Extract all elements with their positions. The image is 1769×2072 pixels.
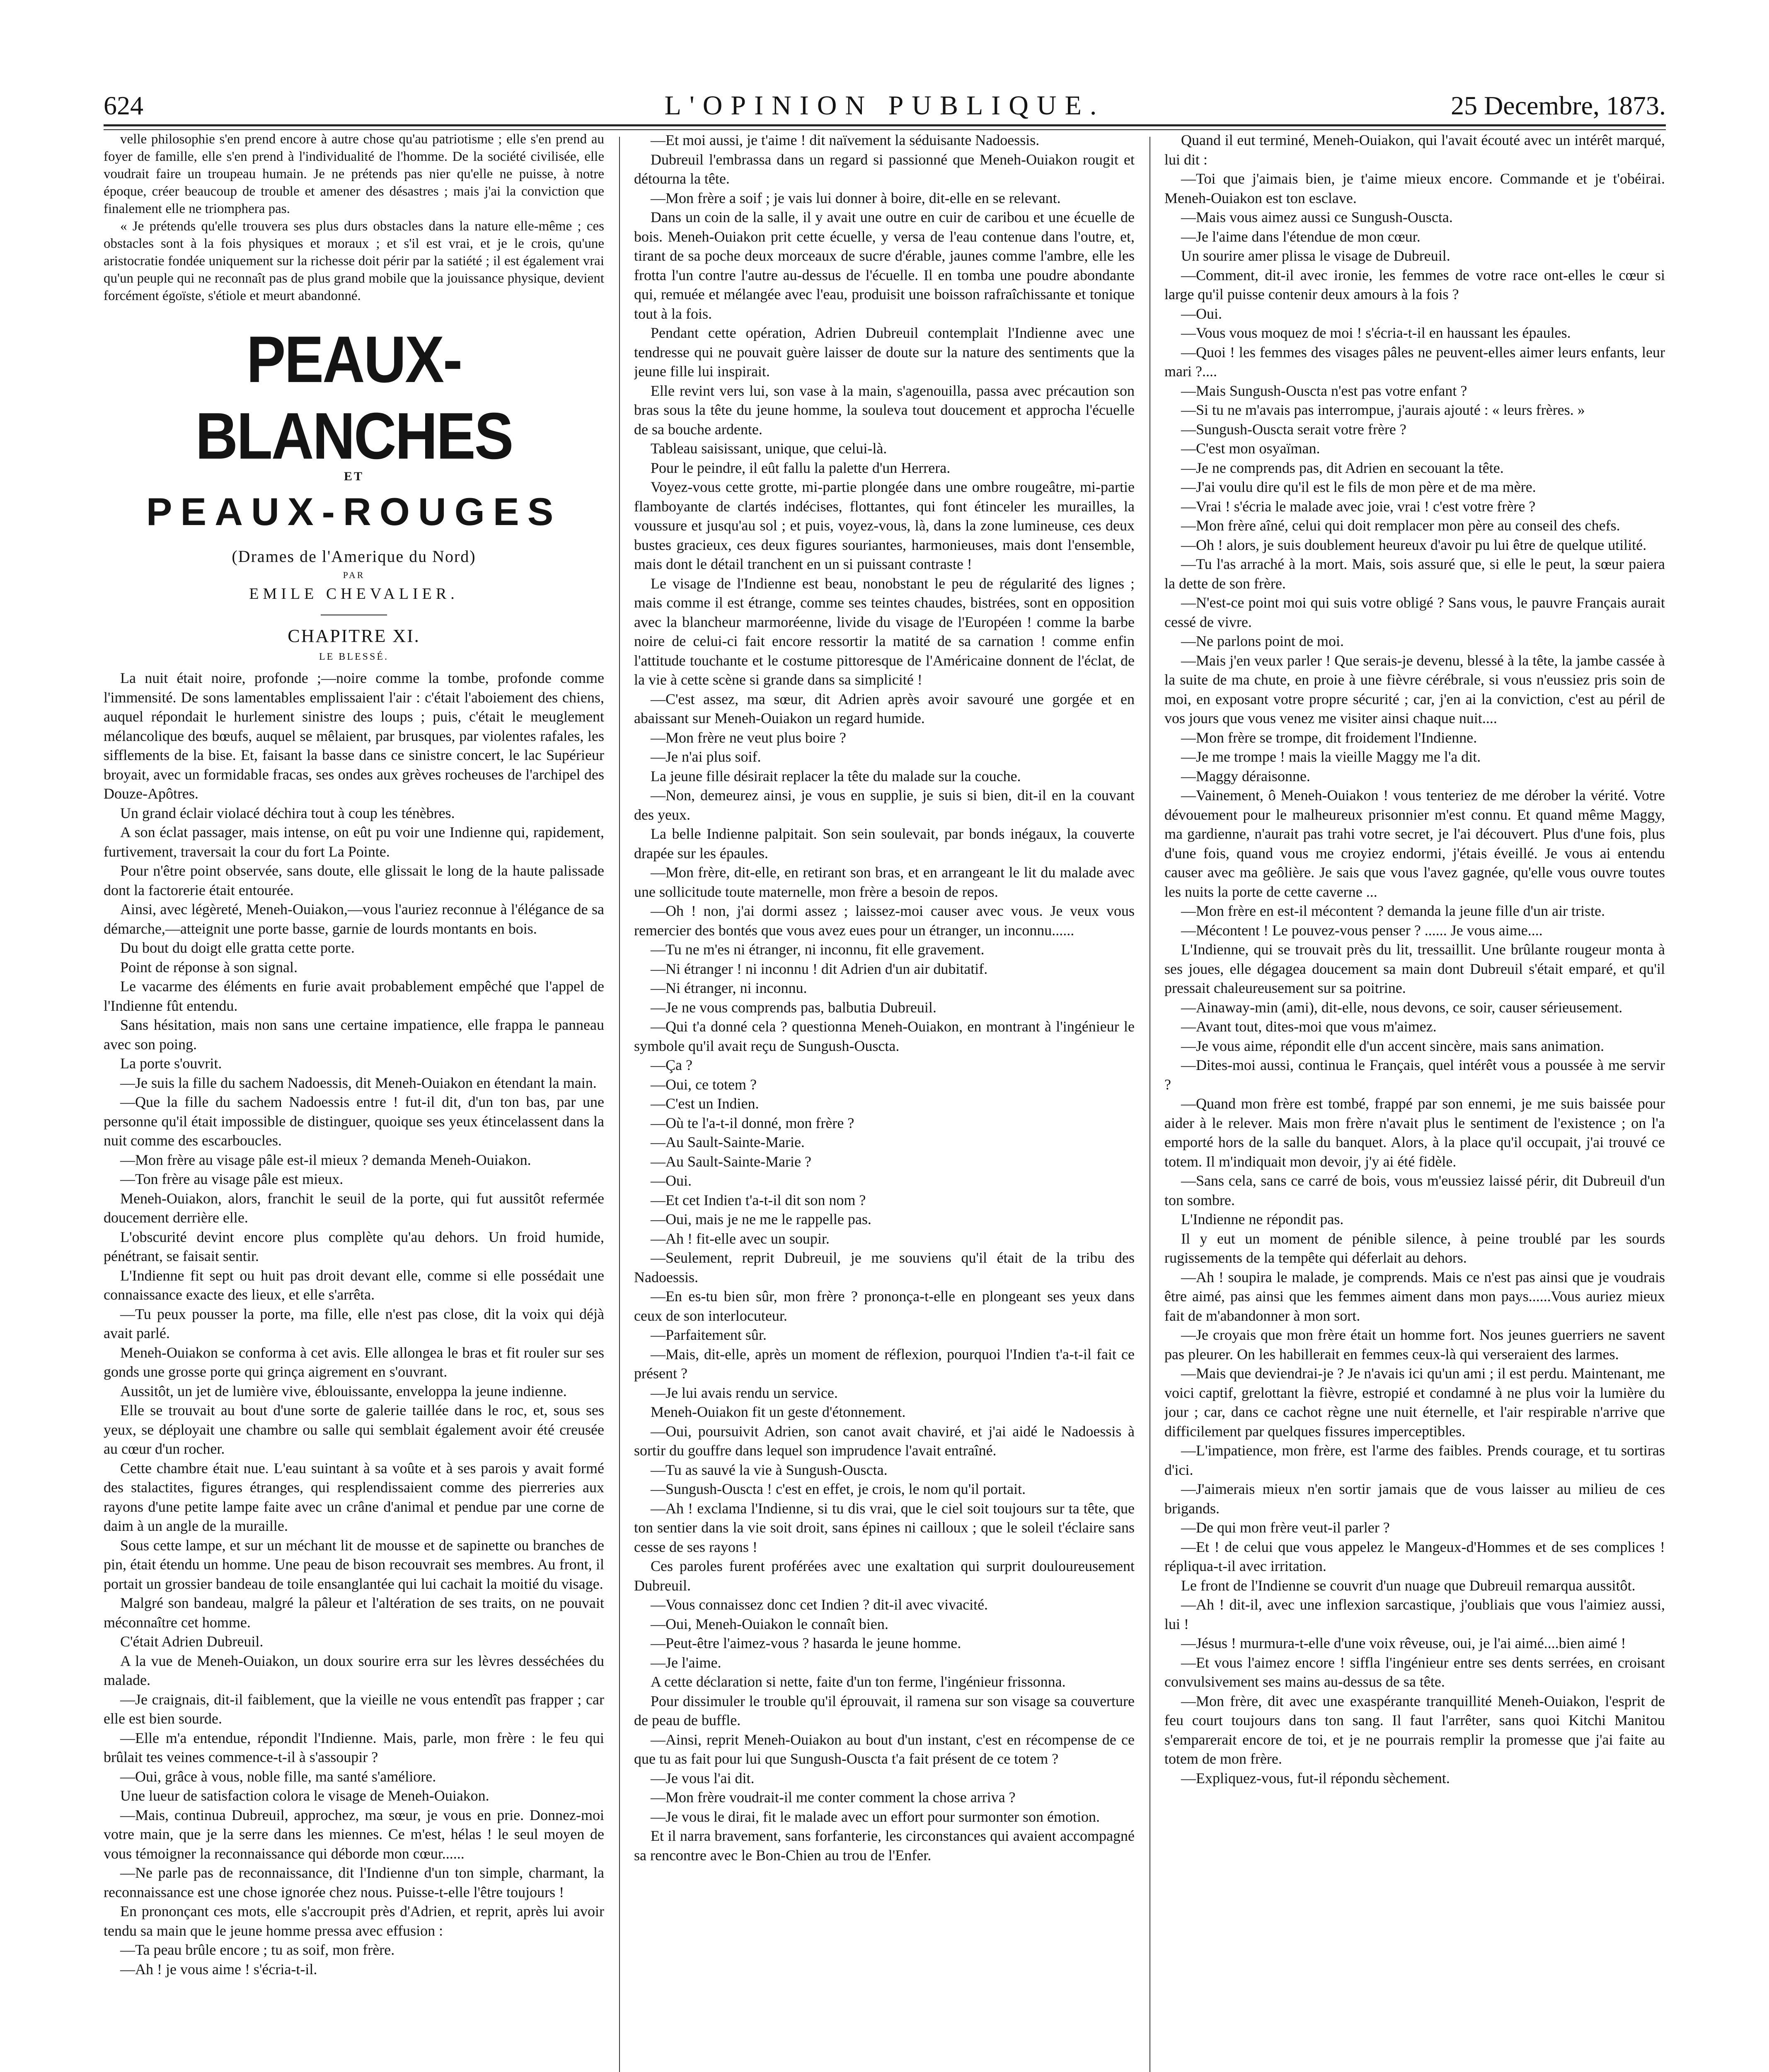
article-paragraph: Pour le peindre, il eût fallu la palette d'un Herrera.: [651, 459, 951, 476]
article-paragraph: —Non, demeurez ainsi, je vous en supplie, je suis si bien, dit-il en la couvant des yeux.: [634, 787, 1135, 823]
intro-text: [104, 131, 604, 305]
article-paragraph: —Vous vous moquez de moi ! s'écria-t-il en haussant les épaules.: [1181, 324, 1571, 341]
article-paragraph: Le vacarme des éléments en furie avait probablement empêché que l'appel de l'Indienne fût entendu.: [104, 978, 604, 1014]
article-paragraph: —Ah ! soupira le malade, je comprends. Mais ce n'est pas ainsi que je voudrais être aimé, pas ainsi que les femmes aiment dans mon pays......Vous auriez mieux fait de m'abandonner à mon sort.: [1164, 1268, 1665, 1324]
article-paragraph: —Oh ! non, j'ai dormi assez ; laissez-moi causer avec vous. Je veux vous remercier des bontés que vous avez eues pour un étranger, un inconnu......: [634, 903, 1135, 939]
article-paragraph: Pour n'être point observée, sans doute, elle glissait le long de la haute palissade dont la factorerie était entourée.: [104, 862, 604, 898]
article-paragraph: —Tu peux pousser la porte, ma fille, elle n'est pas close, dit la voix qui déjà avait parlé.: [104, 1305, 604, 1341]
article-paragraph: Cette chambre était nue. L'eau suintant à sa voûte et à ses parois y avait formé des stalactites, figures étranges, qui resplendissaient comme des pierreries aux rayons d'une petite lampe faite avec un crâne d'animal et pendue par une corne de daim à un angle de la muraille.: [104, 1460, 604, 1534]
article-paragraph: Point de réponse à son signal.: [120, 959, 298, 975]
article-paragraph: —Toi que j'aimais bien, je t'aime mieux encore. Commande et je t'obéirai. Meneh-Ouiakon est ton esclave.: [1164, 170, 1665, 206]
article-paragraph: —Oui, mais je ne me le rappelle pas.: [651, 1211, 871, 1227]
article-paragraph: —Oui.: [1181, 305, 1222, 322]
article-paragraph: —Mon frère se trompe, dit froidement l'Indienne.: [1181, 729, 1477, 746]
article-paragraph: —Comment, dit-il avec ironie, les femmes de votre race ont-elles le cœur si large qu'il puisse contenir deux amours à la fois ?: [1164, 266, 1665, 303]
article-paragraph: —Tu l'as arraché à la mort. Mais, sois assuré que, si elle le peut, la sœur paiera la dette de son frère.: [1164, 556, 1665, 592]
article-paragraph: —Mais j'en veux parler ! Que serais-je devenu, blessé à la tête, la jambe cassée à la suite de ma chute, en proie à une fièvre cérébrale, si vous n'eussiez pris soin de moi, en exposant votre propre sécurité ; car, j'en ai la conviction, c'est au péril de vos jours que vous venez me visiter ainsi chaque nuit....: [1164, 652, 1665, 726]
article-paragraph: —Expliquez-vous, fut-il répondu sèchement.: [1181, 1769, 1450, 1786]
article-paragraph: Voyez-vous cette grotte, mi-partie plongée dans une ombre rougeâtre, mi-partie flamboyante de clartés indécises, flottantes, qui font étinceler les murailles, la voussure et jusqu'au sol ; et puis, voyez-vous, là, dans la zone lumineuse, ces deux bustes gracieux, ces deux figures souriantes, harmonieuses, mais dont l'ensemble, mais dont le détail tranchent en un si puissant contraste !: [634, 479, 1135, 572]
article-paragraph: —Mon frère, dit avec une exaspérante tranquillité Meneh-Ouiakon, l'esprit de feu court toujours dans ton sang. Il faut l'arrêter, sans quoi Kitchi Manitou s'emparerait encore de toi, et je ne pourrais remplir la promesse que j'ai faite au totem de mon frère.: [1164, 1692, 1665, 1767]
article-paragraph: Dans un coin de la salle, il y avait une outre en cuir de caribou et une écuelle de bois. Meneh-Ouiakon prit cette écuelle, y versa de l'eau contenue dans l'outre, et, tirant de sa poche deux morceaux de sucre d'érable, jaunes comme l'ambre, elle les frotta l'un contre l'autre au-dessus de l'écuelle. Il en tomba une poudre abondante qui, remuée et mélangée avec l'eau, produisit une boisson rafraîchissante et tonique tout à la fois.: [634, 209, 1135, 322]
article-paragraph: Quand il eut terminé, Meneh-Ouiakon, qui l'avait écouté avec un intérêt marqué, lui dit :: [1164, 132, 1665, 168]
article-paragraph: Il y eut un moment de pénible silence, à peine troublé par les sourds rugissements de la tempête qui déferlait au dehors.: [1164, 1230, 1665, 1266]
article-paragraph: Un sourire amer plissa le visage de Dubreuil.: [1181, 247, 1450, 264]
article-paragraph: —Vous connaissez donc cet Indien ? dit-il avec vivacité.: [651, 1596, 988, 1613]
article-paragraph: —Quoi ! les femmes des visages pâles ne peuvent-elles aimer leurs enfants, leur mari ?....: [1164, 344, 1665, 380]
article-paragraph: —Oui, Meneh-Ouiakon le connaît bien.: [651, 1615, 888, 1632]
column-divider: [1149, 137, 1150, 2072]
article-paragraph: Meneh-Ouiakon se conforma à cet avis. Elle allongea le bras et fit rouler sur ses gonds une grosse porte qui grinça aigrement en s'ouvrant.: [104, 1344, 604, 1380]
article-paragraph: —Vainement, ô Meneh-Ouiakon ! vous tenteriez de me dérober la vérité. Votre dévouement pour le malheureux prisonnier m'est connu. Et quand même Maggy, ma gardienne, n'aurait pas trahi votre secret, je l'ai découvert. Plus d'une fois, plus d'une fois, quand vous me croyiez endormi, j'étais éveillé. Je vous ai entendu causer avec ma geôlière. Je sais que vous l'avez gagnée, qu'elle vous ouvre toutes les nuits la porte de cette caverne ...: [1164, 787, 1665, 900]
serial-title-bottom: PEAUX-ROUGES: [146, 490, 562, 533]
article-paragraph: —Avant tout, dites-moi que vous m'aimez.: [1181, 1018, 1437, 1035]
article-paragraph: —De qui mon frère veut-il parler ?: [1181, 1519, 1390, 1536]
article-paragraph: —Sungush-Ouscta ! c'est en effet, je crois, le nom qu'il portait.: [651, 1481, 1026, 1497]
article-paragraph: —Parfaitement sûr.: [651, 1326, 767, 1343]
article-paragraph: —Dites-moi aussi, continua le Français, quel intérêt vous a poussée à me servir ?: [1164, 1057, 1665, 1093]
article-paragraph: —Jésus ! murmura-t-elle d'une voix rêveuse, oui, je l'ai aimé....bien aimé !: [1181, 1635, 1626, 1651]
article-paragraph: La porte s'ouvrit.: [120, 1055, 222, 1072]
article-paragraph: Elle se trouvait au bout d'une sorte de galerie taillée dans le roc, et, sous ses yeux, se déployait une chambre ou salle qui semblait également avoir été creusée au cœur d'un rocher.: [104, 1402, 604, 1457]
article-paragraph: —Mon frère aîné, celui qui doit remplacer mon père au conseil des chefs.: [1181, 517, 1620, 534]
article-paragraph: Ainsi, avec légèreté, Meneh-Ouiakon,—vous l'auriez reconnue à l'élégance de sa démarche,—atteignit une porte basse, garnie de lourds montants en bois.: [104, 901, 604, 937]
issue-date: 25 Decembre, 1873.: [1451, 91, 1666, 120]
article-paragraph: Sans hésitation, mais non sans une certaine impatience, elle frappa le panneau avec son poing.: [104, 1017, 604, 1053]
byline-par: PAR: [343, 570, 365, 580]
article-paragraph: —Et vous l'aimez encore ! siffla l'ingénieur entre ses dents serrées, en croisant convulsivement ses mains au-dessus de sa tête.: [1164, 1654, 1665, 1690]
article-paragraph: —Ah ! je vous aime ! s'écria-t-il.: [120, 1961, 317, 1978]
article-paragraph: —Tu as sauvé la vie à Sungush-Ouscta.: [651, 1461, 888, 1478]
column-3: [1164, 131, 1665, 2072]
article-paragraph: —Je vous l'ai dit.: [651, 1769, 755, 1786]
article-paragraph: —Je ne comprends pas, dit Adrien en secouant la tête.: [1181, 459, 1504, 476]
article-paragraph: —Mécontent ! Le pouvez-vous penser ? ...... Je vous aime....: [1181, 922, 1543, 939]
article-paragraph: « Je prétends qu'elle trouvera ses plus durs obstacles dans la nature elle-même ; ces obstacles sont à la fois physiques et moraux ; et s'il est vrai, et je le crois, qu'une aristocratie fondée uniquement sur la richesse doit périr par la satiété ; il est également vrai qu'un peuple qui ne reconnaît pas de plus grand mobile que la jouissance physique, devient forcément égoïste, s'étiole et meurt abandonné.: [104, 219, 604, 303]
article-paragraph: —Que la fille du sachem Nadoessis entre ! fut-il dit, d'un ton bas, par une personne qu'il était impossible de distinguer, quoique ses yeux étincelassent dans la nuit comme des escarboucles.: [104, 1094, 604, 1149]
article-paragraph: —Mon frère a soif ; je vais lui donner à boire, dit-elle en se relevant.: [651, 189, 1061, 206]
article-paragraph: La nuit était noire, profonde ;—noire comme la tombe, profonde comme l'immensité. De sons lamentables emplissaient l'air : c'était l'aboiement des chiens, auquel répondait le hurlement sinistre des loups ; puis, c'était le meuglement mélancolique des bœufs, auquel se mêlaient, par brusques, par violentes rafales, les sifflements de la bise. Et, faisant la basse dans ce sinistre concert, le lac Supérieur broyait, avec un formidable fracas, ses ondes aux grèves rocheuses de l'archipel des Douze-Apôtres.: [104, 670, 604, 802]
article-paragraph: —Ah ! fit-elle avec un soupir.: [651, 1230, 830, 1247]
header-rule-thin: [104, 129, 1666, 130]
article-paragraph: —Tu ne m'es ni étranger, ni inconnu, fit elle gravement.: [651, 941, 985, 958]
article-paragraph: Du bout du doigt elle gratta cette porte.: [120, 939, 355, 956]
article-paragraph: —Ah ! dit-il, avec une inflexion sarcastique, j'oubliais que vous l'aimiez aussi, lui !: [1164, 1596, 1665, 1632]
article-paragraph: L'Indienne, qui se trouvait près du lit, tressaillit. Une brûlante rougeur monta à ses joues, elle dégagea doucement sa main dont Dubreuil s'était emparé, et qu'il pressait chaleureusement sur sa poitrine.: [1164, 941, 1665, 996]
article-paragraph: —Ta peau brûle encore ; tu as soif, mon frère.: [120, 1941, 395, 1958]
article-paragraph: —Mon frère, dit-elle, en retirant son bras, et en arrangeant le lit du malade avec une sollicitude toute maternelle, mon frère a besoin de repos.: [634, 864, 1135, 900]
author-name: EMILE CHEVALIER.: [249, 585, 459, 603]
journal-title: L'OPINION PUBLIQUE.: [664, 90, 1105, 121]
serial-masthead: [104, 322, 604, 665]
article-paragraph: —Ne parle pas de reconnaissance, dit l'Indienne d'un ton simple, charmant, la reconnaissance est une chose ignorée chez nous. Puisse-t-elle l'être toujours !: [104, 1864, 604, 1900]
article-paragraph: A cette déclaration si nette, faite d'un ton ferme, l'ingénieur frissonna.: [651, 1673, 1066, 1690]
article-paragraph: —Oui, ce totem ?: [651, 1076, 757, 1093]
article-paragraph: —Et cet Indien t'a-t-il dit son nom ?: [651, 1191, 866, 1208]
article-paragraph: —Je l'aime.: [651, 1654, 721, 1671]
article-paragraph: L'Indienne fit sept ou huit pas droit devant elle, comme si elle possédait une connaissance exacte des lieux, et elle s'arrêta.: [104, 1267, 604, 1303]
article-paragraph: —En es-tu bien sûr, mon frère ? prononça-t-elle en plongeant ses yeux dans ceux de son interlocuteur.: [634, 1288, 1135, 1324]
article-paragraph: —Mon frère ne veut plus boire ?: [651, 729, 846, 746]
article-paragraph: —Seulement, reprit Dubreuil, je me souviens qu'il était de la tribu des Nadoessis.: [634, 1249, 1135, 1285]
article-paragraph: L'Indienne ne répondit pas.: [1181, 1211, 1344, 1227]
article-paragraph: Meneh-Ouiakon fit un geste d'étonnement.: [651, 1404, 906, 1420]
article-paragraph: Malgré son bandeau, malgré la pâleur et l'altération de ses traits, on ne pouvait méconnaître cet homme.: [104, 1595, 604, 1631]
article-paragraph: velle philosophie s'en prend encore à autre chose qu'au patriotisme ; elle s'en prend au foyer de famille, elle s'en prend à l'individualité de l'homme. De la société civilisée, elle voudrait faire un troupeau humain. Je ne prétends pas nier qu'elle ne puisse, à notre époque, créer beaucoup de trouble et amener des désastres ; mais j'ai la conviction que finalement elle ne triomphera pas.: [104, 132, 604, 216]
header-rule: [104, 124, 1666, 126]
article-paragraph: —Je lui avais rendu un service.: [651, 1384, 838, 1401]
article-paragraph: —Sans cela, sans ce carré de bois, vous m'eussiez laissé périr, dit Dubreuil d'un ton sombre.: [1164, 1172, 1665, 1208]
article-paragraph: —Mais Sungush-Ouscta n'est pas votre enfant ?: [1181, 382, 1467, 399]
serial-subtitle: (Drames de l'Amerique du Nord): [232, 547, 476, 566]
article-paragraph: —C'est un Indien.: [651, 1095, 759, 1112]
article-paragraph: —Oui, poursuivit Adrien, son canot avait chaviré, et j'ai aidé le Nadoessis à sortir du gouffre dans lequel son imprudence l'avait entraîné.: [634, 1423, 1135, 1459]
article-paragraph: —Si tu ne m'avais pas interrompue, j'aurais ajouté : « leurs frères. »: [1181, 402, 1585, 418]
article-paragraph: Ces paroles furent proférées avec une exaltation qui surprit douloureusement Dubreuil.: [634, 1558, 1135, 1594]
article-paragraph: —Et ! de celui que vous appelez le Mangeux-d'Hommes et de ses complices ! répliqua-t-il avec irritation.: [1164, 1538, 1665, 1574]
article-paragraph: Tableau saisissant, unique, que celui-là.: [651, 440, 887, 457]
article-paragraph: La belle Indienne palpitait. Son sein soulevait, par bonds inégaux, la couverte drapée sur les épaules.: [634, 825, 1135, 862]
article-paragraph: —Ni étranger ! ni inconnu ! dit Adrien d'un air dubitatif.: [651, 960, 988, 977]
article-paragraph: A la vue de Meneh-Ouiakon, un doux sourire erra sur les lèvres desséchées du malade.: [104, 1652, 604, 1688]
article-paragraph: Sous cette lampe, et sur un méchant lit de mousse et de sapinette ou branches de pin, était étendu un homme. Une peau de bison recouvrait ses membres. Au front, il portait un grossier bandeau de toile ensanglantée qui lui cachait la moitié du visage.: [104, 1537, 604, 1592]
article-paragraph: C'était Adrien Dubreuil.: [120, 1633, 264, 1650]
article-paragraph: —C'est mon osyaïman.: [1181, 440, 1320, 457]
article-paragraph: —Je croyais que mon frère était un homme fort. Nos jeunes guerriers ne savent pas pleurer. On les habillerait en femmes ceux-là qui verseraient des larmes.: [1164, 1326, 1665, 1363]
article-paragraph: —Sungush-Ouscta serait votre frère ?: [1181, 421, 1406, 438]
article-paragraph: —Ni étranger, ni inconnu.: [651, 980, 807, 996]
article-paragraph: —Mais, dit-elle, après un moment de réflexion, pourquoi l'Indien t'a-t-il fait ce présent ?: [634, 1346, 1135, 1382]
article-paragraph: Pendant cette opération, Adrien Dubreuil contemplait l'Indienne avec une tendresse qui ne pouvait guère laisser de doute sur la nature des sentiments que la jeune fille lui inspirait.: [634, 324, 1135, 380]
column-divider: [619, 137, 620, 2072]
article-paragraph: Pour dissimuler le trouble qu'il éprouvait, il ramena sur son visage sa couverture de peau de buffle.: [634, 1692, 1135, 1728]
article-paragraph: —Oui.: [651, 1172, 692, 1189]
article-paragraph: —Au Sault-Sainte-Marie ?: [651, 1153, 811, 1170]
page-number: 624: [104, 91, 143, 120]
article-paragraph: Une lueur de satisfaction colora le visage de Meneh-Ouiakon.: [120, 1787, 489, 1804]
article-paragraph: —Je craignais, dit-il faiblement, que la vieille ne vous entendît pas frapper ; car elle est bien sourde.: [104, 1691, 604, 1727]
serial-title-top: PEAUX-BLANCHES: [195, 322, 513, 473]
article-paragraph: —Mais que deviendrai-je ? Je n'avais ici qu'un ami ; il est perdu. Maintenant, me voici captif, grelottant la fièvre, estropié et condamné à ne plus voir la lumière du jour ; car, dans ce cachot règne une nuit éternelle, et l'air respirable n'arrive que difficilement par quelques fissures imperceptibles.: [1164, 1365, 1665, 1440]
article-paragraph: —Oui, grâce à vous, noble fille, ma santé s'améliore.: [120, 1768, 436, 1785]
article-paragraph: —Ah ! exclama l'Indienne, si tu dis vrai, que le ciel soit toujours sur ta tête, que ton sentier dans la vie soit droit, sans épines ni cailloux ; que le soleil t'éclaire sans cesse de ses rayons !: [634, 1500, 1135, 1555]
article-paragraph: —Je suis la fille du sachem Nadoessis, dit Meneh-Ouiakon en étendant la main.: [120, 1074, 597, 1091]
column-1: [104, 131, 604, 2072]
article-paragraph: —Maggy déraisonne.: [1181, 767, 1310, 784]
article-paragraph: —Je me trompe ! mais la vieille Maggy me l'a dit.: [1181, 748, 1481, 765]
article-paragraph: —N'est-ce point moi qui suis votre obligé ? Sans vous, le pauvre Français aurait cessé de vivre.: [1164, 594, 1665, 630]
article-paragraph: —Et moi aussi, je t'aime ! dit naïvement la séduisante Nadoessis.: [651, 132, 1040, 148]
article-paragraph: Le front de l'Indienne se couvrit d'un nuage que Dubreuil remarqua aussitôt.: [1181, 1577, 1636, 1594]
article-paragraph: —Je l'aime dans l'étendue de mon cœur.: [1181, 228, 1421, 245]
article-paragraph: Dubreuil l'embrassa dans un regard si passionné que Meneh-Ouiakon rougit et détourna la tête.: [634, 151, 1135, 187]
article-paragraph: —Peut-être l'aimez-vous ? hasarda le jeune homme.: [651, 1635, 961, 1651]
article-paragraph: La jeune fille désirait replacer la tête du malade sur la couche.: [651, 767, 1021, 784]
article-paragraph: —J'ai voulu dire qu'il est le fils de mon père et de ma mère.: [1181, 479, 1536, 495]
article-paragraph: —Mon frère voudrait-il me conter comment la chose arriva ?: [651, 1789, 1016, 1806]
article-paragraph: —Quand mon frère est tombé, frappé par son ennemi, je me suis baissée pour aider à le relever. Mais mon frère n'avait plus le sentiment de l'existence ; on l'a emporté hors de la salle du banquet. Alors, à la place qu'il occupait, j'ai trouvé ce totem. Il m'indiquait mon devoir, j'y ai été fidèle.: [1164, 1095, 1665, 1170]
article-paragraph: —Je n'ai plus soif.: [651, 748, 761, 765]
page-header: [104, 85, 1666, 126]
article-paragraph: —Au Sault-Sainte-Marie.: [651, 1134, 805, 1150]
article-paragraph: —Je vous le dirai, fit le malade avec un effort pour surmonter son émotion.: [651, 1808, 1100, 1825]
article-paragraph: —C'est assez, ma sœur, dit Adrien après avoir savouré une gorgée et en abaissant sur Meneh-Ouiakon un regard humide.: [634, 690, 1135, 726]
article-paragraph: —Vrai ! s'écria le malade avec joie, vrai ! c'est votre frère ?: [1181, 498, 1536, 515]
article-paragraph: —Ainaway-min (ami), dit-elle, nous devons, ce soir, causer sérieusement.: [1181, 999, 1623, 1016]
article-paragraph: Elle revint vers lui, son vase à la main, s'agenouilla, passa avec précaution son bras sous la tête du jeune homme, la souleva tout doucement et approcha l'écuelle de sa bouche ardente.: [634, 382, 1135, 438]
serial-title-et: ET: [344, 470, 364, 483]
article-paragraph: —Oh ! alors, je suis doublement heureux d'avoir pu lui être de quelque utilité.: [1181, 536, 1647, 553]
article-paragraph: Le visage de l'Indienne est beau, nonobstant le peu de régularité des lignes ; mais comme il est étrange, comme ses teintes chaudes, bistrées, sont en opposition avec la blancheur marmoréenne, livide du visage de l'Européen ! comme la barbe noire de celui-ci fait encore ressortir la matité de sa carnation ! comme enfin l'attitude touchante et le costume pittoresque de l'Américaine donnent de l'éclat, de la vie à cette scène si grande dans sa simplicité !: [634, 575, 1135, 688]
article-paragraph: —L'impatience, mon frère, est l'arme des faibles. Prends courage, et tu sortiras d'ici.: [1164, 1442, 1665, 1478]
article-paragraph: —Ton frère au visage pâle est mieux.: [120, 1171, 344, 1187]
article-paragraph: —Je ne vous comprends pas, balbutia Dubreuil.: [651, 999, 937, 1016]
chapter-subtitle: LE BLESSÉ.: [319, 651, 389, 662]
article-paragraph: —Mais, continua Dubreuil, approchez, ma sœur, je vous en prie. Donnez-moi votre main, que je la serre dans les miennes. Ce m'est, hélas ! le seul moyen de vous témoigner la reconnaissance qui déborde mon cœur......: [104, 1806, 604, 1862]
article-paragraph: —Où te l'a-t-il donné, mon frère ?: [651, 1114, 854, 1131]
chapter-heading: CHAPITRE XI.: [288, 626, 420, 646]
article-paragraph: Meneh-Ouiakon, alors, franchit le seuil de la porte, qui fut aussitôt refermée doucement derrière elle.: [104, 1190, 604, 1226]
column-2: [634, 131, 1135, 2072]
article-paragraph: —Qui t'a donné cela ? questionna Meneh-Ouiakon, en montrant à l'ingénieur le symbole qu'il avait reçu de Sungush-Ouscta.: [634, 1018, 1135, 1054]
article-paragraph: —Elle m'a entendue, répondit l'Indienne. Mais, parle, mon frère : le feu qui brûlait tes veines commence-t-il à s'assoupir ?: [104, 1729, 604, 1765]
article-paragraph: —Ne parlons point de moi.: [1181, 633, 1344, 649]
article-paragraph: En prononçant ces mots, elle s'accroupit près d'Adrien, et reprit, après lui avoir tendu sa main que le jeune homme pressa avec effusion :: [104, 1903, 604, 1939]
article-paragraph: —Mais vous aimez aussi ce Sungush-Ouscta.: [1181, 209, 1453, 225]
article-paragraph: Un grand éclair violacé déchira tout à coup les ténèbres.: [120, 804, 455, 821]
article-paragraph: —J'aimerais mieux n'en sortir jamais que de vous laisser au milieu de ces brigands.: [1164, 1481, 1665, 1517]
article-paragraph: Aussitôt, un jet de lumière vive, éblouissante, enveloppa la jeune indienne.: [120, 1382, 567, 1399]
article-paragraph: Et il narra bravement, sans forfanterie, les circonstances qui avaient accompagné sa rencontre avec le Bon-Chien au trou de l'Enfer.: [634, 1828, 1135, 1864]
article-paragraph: —Mon frère au visage pâle est-il mieux ? demanda Meneh-Ouiakon.: [120, 1151, 531, 1168]
article-paragraph: L'obscurité devint encore plus complète qu'au dehors. Un froid humide, pénétrant, se faisait sentir.: [104, 1228, 604, 1264]
article-paragraph: —Ainsi, reprit Meneh-Ouiakon au bout d'un instant, c'est en récompense de ce que tu as fait pour lui que Sungush-Ouscta t'a fait présent de ce totem ?: [634, 1731, 1135, 1767]
article-paragraph: —Mon frère en est-il mécontent ? demanda la jeune fille d'un air triste.: [1181, 903, 1605, 919]
column-1-body: [104, 668, 604, 1979]
article-paragraph: —Je vous aime, répondit elle d'un accent sincère, mais sans animation.: [1181, 1037, 1604, 1054]
article-paragraph: —Ça ?: [651, 1057, 692, 1073]
article-paragraph: A son éclat passager, mais intense, on eût pu voir une Indienne qui, rapidement, furtivement, traversait la cour du fort La Pointe.: [104, 824, 604, 860]
